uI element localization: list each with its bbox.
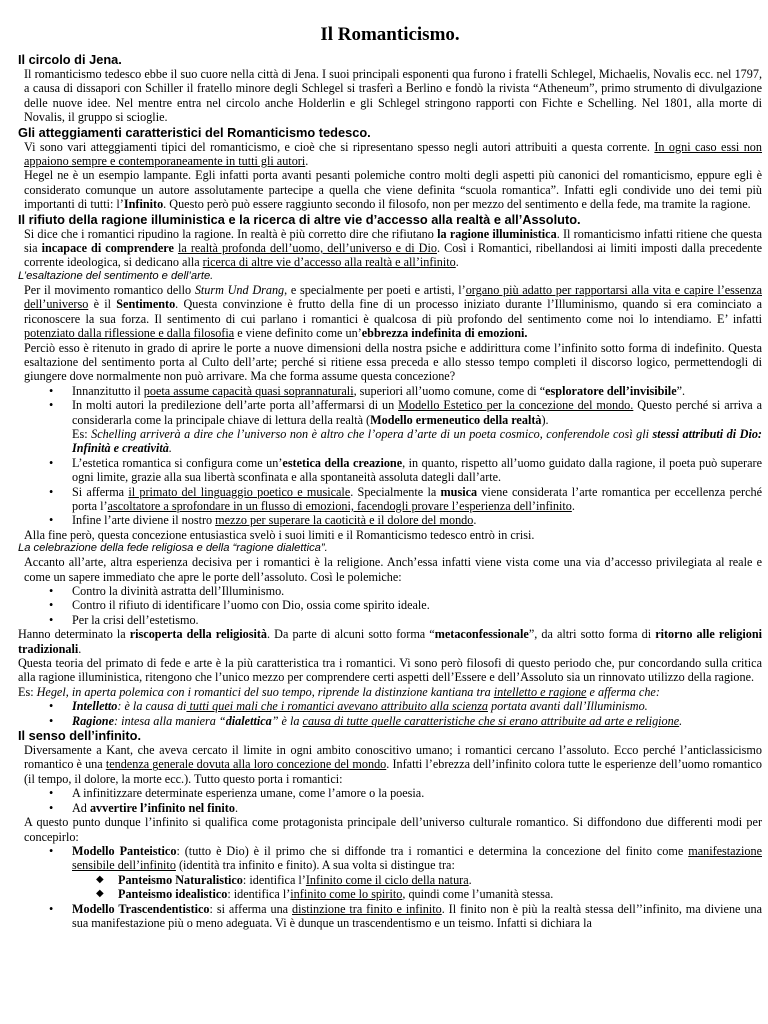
paragraph: Alla fine però, questa concezione entusiastica svelò i suoi limiti e il Romanticismo tedesco entrò in crisi.: [24, 527, 535, 542]
paragraph: Accanto all’arte, altra esperienza decisiva per i romantici è la religione. Anch’essa infatti viene vista come una via d’accesso privilegiata al reale e come un sapere immediato che apre le porte dell’assoluto. Così le polemiche:: [24, 555, 762, 584]
list-item: • Contro il rifiuto di identificare l’uomo con Dio, ossia come spirito ideale.: [18, 598, 762, 612]
paragraph: Hegel ne è un esempio lampante. Egli infatti porta avanti pesanti polemiche contro molti degli aspetti più canonici del romanticismo, eppure egli è considerato comunque un autore assolutamente partecipe a quella che viene definita “scuola romantica”. Infatti egli condivide uno dei temi più importanti di tutti: l’Infinito. Questo però può essere raggiunto secondo il filosofo, non per mezzo del sentimento e della fede, ma tramite la ragione.: [24, 168, 762, 212]
list-item: • Ragione: intesa alla maniera “dialettica” è la causa di tutte quelle caratteristiche che si erano attribuite ad arte e religione.: [18, 714, 762, 728]
list-item: • Modello Trascendentistico: si afferma una distinzione tra finito e infinito. Il finito non è più la realtà stessa dell’’infinito, ma diviene una sua manifestazione più o meno adeguata. Vi è dunque un trascendentismo e un teismo. Infatti si dichiara la: [18, 902, 762, 931]
list-item: • Modello Panteistico: (tutto è Dio) è il primo che si diffonde tra i romantici e determina la concezione del finito come manifestazione sensibile dell’infinito (identità tra infinito e finito). A sua volta si distingue tra:: [18, 844, 762, 873]
list-item: • A infinitizzare determinate esperienza umane, come l’amore o la poesia.: [18, 786, 762, 800]
subsection-heading-sentimento-arte: L’esaltazione del sentimento e dell’arte.: [18, 269, 214, 282]
paragraph: A questo punto dunque l’infinito si qualifica come protagonista principale dell’universo culturale romantico. Si diffondono due differenti modi per concepirlo:: [24, 815, 762, 844]
paragraph: Questa teoria del primato di fede e arte è la più caratteristica tra i romantici. Vi sono però filosofi di questo periodo che, pur concordando sulla critica alla ragione illuministica, ritengono che l’unico mezzo per comprendere certi aspetti dell’Essere e dell’Assoluto sia un rinnovato utilizzo della ragione.: [18, 656, 762, 685]
document-title: Il Romanticismo.: [320, 24, 460, 45]
bullet-list: [18, 456, 762, 528]
sub-list-item: ◆ Panteismo idealistico: identifica l’infinito come lo spirito, quindi come l’umanità stessa.: [18, 887, 762, 901]
paragraph: Il romanticismo tedesco ebbe il suo cuore nella città di Jena. I suoi principali esponenti qua furono i fratelli Schlegel, Michaelis, Novalis ecc. nel 1797, a causa di dissapori con Schiller il fratello minore degli Schlegel si trasferì a Berlino e fondò la rivista “Atheneum”, primo strumento di divulgazione delle nuove idee. Nel mentre entra nel circolo anche Holderlin e gli Schlegel stringono rapporti con Fichte e Schelling. Nel 1801, alla morte di Novalis, il gruppo si scioglie.: [24, 67, 762, 125]
paragraph: Vi sono vari atteggiamenti tipici del romanticismo, e cioè che si ripresentano spesso negli autori attribuiti a questa corrente. In ogni caso essi non appaiono sempre e contemporaneamente in tutti gli autori.: [24, 139, 762, 169]
sub-list-item: ◆ Panteismo Naturalistico: identifica l’Infinito come il ciclo della natura.: [18, 873, 762, 887]
paragraph: Diversamente a Kant, che aveva cercato il limite in ogni ambito conoscitivo umano; i romantici cercano l’assoluto. Ecco perché l’anticlassicismo romantico è una tendenza generale dovuta alla loro concezione del mondo. Infatti l’ebrezza dell’infinito colora tutte le esperienze dell’uomo romantico (il tempo, il dolore, la morte ecc.). Tutto questo porta i romantici:: [24, 743, 762, 786]
paragraph: Hanno determinato la riscoperta della religiosità. Da parte di alcuni sotto forma “metaconfessionale”, da altri sotto forma di ritorno alle religioni tradizionali.: [18, 627, 762, 656]
subsection-heading-fede-religiosa: La celebrazione della fede religiosa e della “ragione dialettica”.: [18, 542, 328, 555]
paragraph: Per il movimento romantico dello Sturm Und Drang, e specialmente per poeti e artisti, l’organo più adatto per rapportarsi alla vita e capire l’essenza dell’universo è il Sentimento. Questa convinzione è frutto della fine di un processo iniziato durante l’Illuminismo, quando si era cominciato a riconoscere la sua forza. Il sentimento di cui parlano i romantici è qualcosa di più profondo del sentimento come noi lo intendiamo. E’ infatti potenziato dalla riflessione e dalla filosofia e viene definito come un’ebbrezza indefinita di emozioni.: [24, 282, 762, 341]
list-item: • Contro la divinità astratta dell’Illuminismo.: [18, 584, 762, 598]
section-heading-atteggiamenti: Gli atteggiamenti caratteristici del Romanticismo tedesco.: [18, 124, 371, 140]
list-item: • Infine l’arte diviene il nostro mezzo per superare la caoticità e il dolore del mondo.: [18, 513, 762, 527]
section-heading-rifiuto-ragione: Il rifiuto della ragione illuministica e la ricerca di altre vie d’accesso alla realtà e all’Assoluto.: [18, 211, 581, 227]
list-item: • Si afferma il primato del linguaggio poetico e musicale. Specialmente la musica viene considerata l’arte romantica per eccellenza perché porta l’ascoltatore a sprofondare in un flusso di emozioni, facendogli provare l’esperienza dell’infinito.: [18, 485, 762, 514]
bullet-list: [18, 844, 762, 930]
list-item: • Intelletto: è la causa di tutti quei mali che i romantici avevano attribuito alla scienza portata avanti dall’Illuminismo.: [18, 699, 762, 713]
section-heading-senso-infinito: Il senso dell’infinito.: [18, 728, 142, 744]
bullet-list: [18, 786, 762, 815]
paragraph: Perciò esso è ritenuto in grado di aprire le porte a nuove dimensioni della nostra psiche e addirittura come l’infinito sotto forma di indefinito. Questa esaltazione del sentimento porta al Culto dell’arte; perché si ritiene essa preceda e allo stesso tempo completi il discorso logico, permettendogli di giungere dove normalmente non può arrivare. Ma che forma assume questa concezione?: [24, 340, 762, 384]
section-heading-circolo-jena: Il circolo di Jena.: [18, 52, 122, 67]
list-item: • In molti autori la predilezione dell’arte porta all’affermarsi di un Modello Estetico per la concezione del mondo. Questo perché si arriva a considerarla come la principale chiave di lettura della realtà (Modello ermeneutico della realtà).: [18, 398, 762, 427]
list-item: • Ad avvertire l’infinito nel finito.: [18, 801, 762, 815]
list-item: • L’estetica romantica si configura come un’estetica della creazione, in quanto, rispetto all’uomo guidato dalla ragione, il poeta può superare ogni limite, grazie alla sua libertà sconfinata e alla spontaneità assoluta dategli dall’arte.: [18, 456, 762, 485]
bullet-list: [18, 584, 762, 627]
bullet-list: [18, 384, 762, 427]
bullet-list: [18, 699, 762, 728]
list-item: • Innanzitutto il poeta assume capacità quasi soprannaturali, superiori all’uomo comune, come di “esploratore dell’invisibile”.: [18, 384, 762, 398]
paragraph: Si dice che i romantici ripudino la ragione. In realtà è più corretto dire che rifiutano la ragione illuministica. Il romanticismo infatti ritiene che questa sia incapace di comprendere la realtà profonda dell’uomo, dell’universo e di Dio. Così i Romantici, ribellandosi ai limiti imposti dalla precedente corrente ideologica, si dedicano alla ricerca di altre vie d’accesso alla realtà e all’infinito.: [24, 226, 762, 270]
example-note: Es: Schelling arriverà a dire che l’universo non è altro che l’opera d’arte di un poeta cosmico, conferendole così gli stessi attributi di Dio: Infinità e creatività.: [72, 426, 762, 456]
list-item: • Per la crisi dell’estetismo.: [18, 613, 762, 627]
example-note: Es: Hegel, in aperta polemica con i romantici del suo tempo, riprende la distinzione kantiana tra intelletto e ragione e afferma che:: [18, 684, 660, 699]
